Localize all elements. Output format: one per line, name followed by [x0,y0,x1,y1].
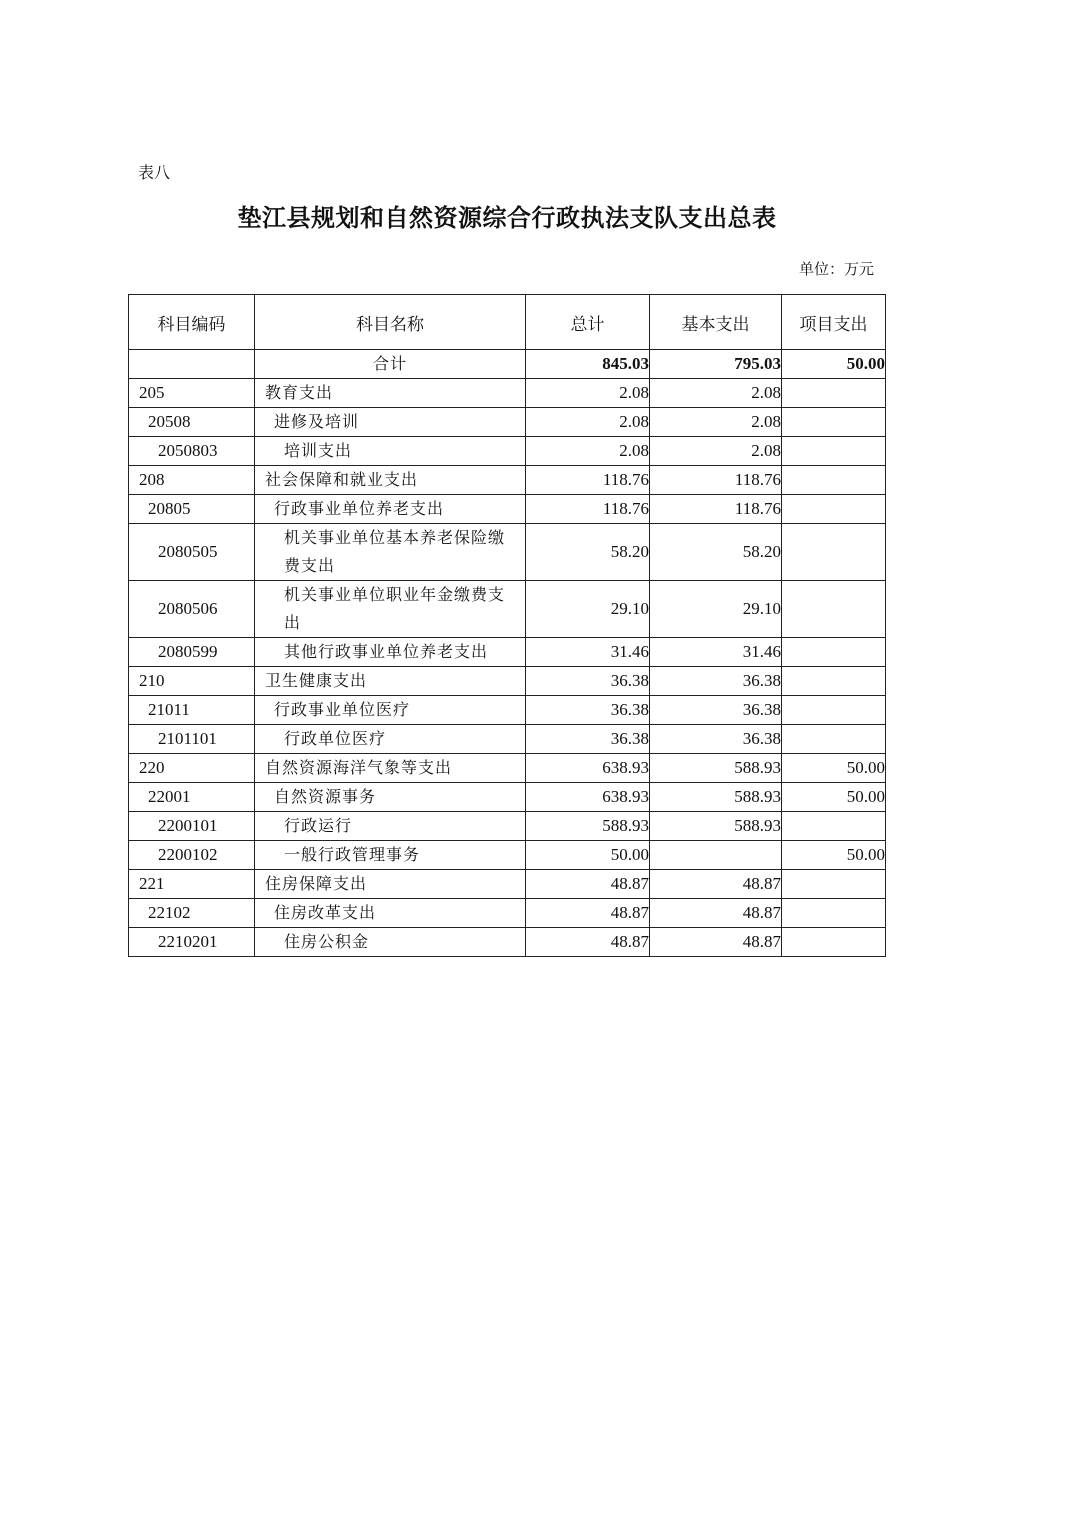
row-code: 22001 [129,783,255,812]
row-total: 48.87 [526,928,650,957]
row-name: 行政运行 [255,812,526,841]
table-label: 表八 [138,163,171,182]
table-row [129,725,886,754]
row-code: 21011 [129,696,255,725]
row-code: 220 [129,754,255,783]
total-project: 50.00 [782,350,886,379]
row-total: 588.93 [526,812,650,841]
row-code: 20805 [129,495,255,524]
total-basic: 795.03 [650,350,782,379]
row-total: 58.20 [526,524,650,581]
row-code: 208 [129,466,255,495]
row-project [782,667,886,696]
row-name: 卫生健康支出 [255,667,526,696]
row-basic: 2.08 [650,379,782,408]
row-code: 2101101 [129,725,255,754]
row-code: 2200102 [129,841,255,870]
total-row [129,350,886,379]
row-project [782,408,886,437]
row-project [782,379,886,408]
row-name: 教育支出 [255,379,526,408]
row-code: 205 [129,379,255,408]
unit-note: 单位：万元 [798,260,874,278]
table-row [129,437,886,466]
row-code: 2080506 [129,581,255,638]
row-code: 2210201 [129,928,255,957]
total-label: 合计 [255,350,526,379]
table-row [129,408,886,437]
row-total: 29.10 [526,581,650,638]
table-row [129,928,886,957]
row-name: 一般行政管理事务 [255,841,526,870]
row-code: 2080505 [129,524,255,581]
total-code-cell [129,350,255,379]
table-row [129,812,886,841]
row-total: 48.87 [526,899,650,928]
document-title: 垫江县规划和自然资源综合行政执法支队支出总表 [237,204,777,232]
row-total: 36.38 [526,725,650,754]
row-basic: 118.76 [650,495,782,524]
row-code: 221 [129,870,255,899]
row-project [782,524,886,581]
row-project: 50.00 [782,783,886,812]
row-name: 自然资源事务 [255,783,526,812]
row-name: 自然资源海洋气象等支出 [255,754,526,783]
row-total: 118.76 [526,495,650,524]
row-name: 其他行政事业单位养老支出 [255,638,526,667]
row-code: 22102 [129,899,255,928]
row-basic: 588.93 [650,754,782,783]
row-basic: 118.76 [650,466,782,495]
row-project [782,928,886,957]
table-row [129,841,886,870]
row-total: 50.00 [526,841,650,870]
row-project [782,437,886,466]
expenditure-table [128,294,886,957]
row-name: 进修及培训 [255,408,526,437]
row-basic: 58.20 [650,524,782,581]
header-row [129,295,886,350]
total-sum: 845.03 [526,350,650,379]
row-code: 20508 [129,408,255,437]
row-total: 2.08 [526,408,650,437]
table-row [129,495,886,524]
row-basic: 36.38 [650,696,782,725]
row-project [782,466,886,495]
row-project [782,725,886,754]
header-name: 科目名称 [255,295,526,350]
row-total: 638.93 [526,754,650,783]
row-code: 2080599 [129,638,255,667]
table-row [129,667,886,696]
row-code: 210 [129,667,255,696]
row-name: 培训支出 [255,437,526,466]
table-row [129,899,886,928]
row-total: 36.38 [526,667,650,696]
row-total: 118.76 [526,466,650,495]
row-project [782,495,886,524]
row-total: 48.87 [526,870,650,899]
table-row [129,696,886,725]
row-name: 行政单位医疗 [255,725,526,754]
header-basic: 基本支出 [650,295,782,350]
table-row [129,870,886,899]
row-project [782,638,886,667]
row-total: 638.93 [526,783,650,812]
row-basic: 588.93 [650,812,782,841]
row-basic: 36.38 [650,725,782,754]
row-basic: 588.93 [650,783,782,812]
row-total: 36.38 [526,696,650,725]
row-basic: 31.46 [650,638,782,667]
row-basic: 2.08 [650,437,782,466]
row-name: 住房保障支出 [255,870,526,899]
row-name: 住房改革支出 [255,899,526,928]
row-name: 行政事业单位养老支出 [255,495,526,524]
row-total: 2.08 [526,437,650,466]
row-basic [650,841,782,870]
row-project: 50.00 [782,841,886,870]
row-basic: 48.87 [650,870,782,899]
header-project: 项目支出 [782,295,886,350]
table-row [129,581,886,638]
row-code: 2050803 [129,437,255,466]
table-row [129,754,886,783]
row-basic: 48.87 [650,899,782,928]
row-name: 行政事业单位医疗 [255,696,526,725]
header-code: 科目编码 [129,295,255,350]
row-basic: 29.10 [650,581,782,638]
row-name: 住房公积金 [255,928,526,957]
row-name: 社会保障和就业支出 [255,466,526,495]
table-row [129,783,886,812]
row-name: 机关事业单位基本养老保险缴费支出 [255,524,526,581]
row-basic: 36.38 [650,667,782,696]
row-project [782,870,886,899]
row-project [782,581,886,638]
row-project [782,899,886,928]
row-total: 31.46 [526,638,650,667]
row-project [782,696,886,725]
row-basic: 2.08 [650,408,782,437]
header-total: 总计 [526,295,650,350]
row-total: 2.08 [526,379,650,408]
table-row [129,379,886,408]
table-row [129,466,886,495]
row-name: 机关事业单位职业年金缴费支出 [255,581,526,638]
row-project [782,812,886,841]
table-row [129,524,886,581]
row-basic: 48.87 [650,928,782,957]
table-row [129,638,886,667]
row-project: 50.00 [782,754,886,783]
row-code: 2200101 [129,812,255,841]
